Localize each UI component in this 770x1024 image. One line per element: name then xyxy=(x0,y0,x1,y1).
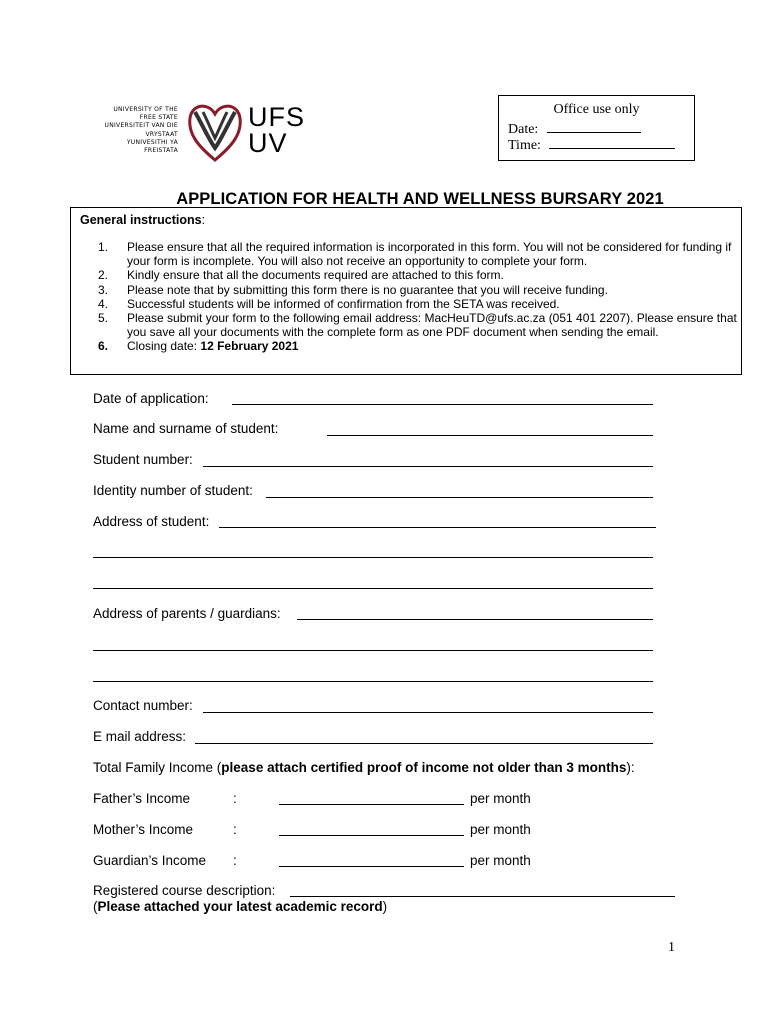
identity-number-field[interactable] xyxy=(266,497,653,498)
logo-text-line: FREISTATA xyxy=(144,147,178,155)
list-item-text: Successful students will be informed of confirmation from the SETA was received. xyxy=(127,296,560,311)
instructions-heading-text: General instructions xyxy=(80,213,202,227)
income-suffix: ): xyxy=(626,760,635,775)
logo-text-line: UNIVERSITEIT VAN DIE xyxy=(104,122,178,130)
list-item-closing-date xyxy=(98,339,738,353)
academic-record-note xyxy=(93,899,387,914)
address-parents-field[interactable] xyxy=(297,619,653,620)
list-item-number: 5. xyxy=(98,311,109,326)
student-number-field[interactable] xyxy=(203,466,653,467)
list-item xyxy=(98,240,738,268)
page-number: 1 xyxy=(668,940,675,955)
mother-income-field[interactable] xyxy=(279,835,464,836)
page-title: APPLICATION FOR HEALTH AND WELLNESS BURSARY 2021 xyxy=(176,190,664,208)
guardian-income-field[interactable] xyxy=(279,866,464,867)
mother-income-per-month: per month xyxy=(470,822,531,837)
office-date-label: Date: xyxy=(508,122,539,137)
contact-number-field[interactable] xyxy=(203,712,653,713)
father-income-per-month: per month xyxy=(470,791,531,806)
office-use-title: Office use only xyxy=(553,102,640,117)
closing-date-label: Closing date: xyxy=(127,339,198,354)
mother-income-label: Mother’s Income xyxy=(93,822,194,837)
address-parents-label: Address of parents / guardians: xyxy=(93,606,281,621)
list-item-number: 1. xyxy=(98,240,109,254)
record-note: Please attached your latest academic record xyxy=(97,899,383,914)
email-address-field[interactable] xyxy=(195,743,653,744)
list-item-text: Please ensure that all the required information is incorporated in this form. You will not be considered for funding if your form is incomplete. You will also not receive an opportunity to complete your form. xyxy=(127,240,732,269)
address-parents-field-line3[interactable] xyxy=(93,681,653,682)
list-item-text: Please submit your form to the following email address: MacHeuTD@ufs.ac.za (051 401 2207). Please ensure that you save all your documents with the complete form as one PDF document when sending the email. xyxy=(127,311,737,340)
list-item xyxy=(98,297,738,311)
address-parents-field-line2[interactable] xyxy=(93,650,653,651)
contact-number-label: Contact number: xyxy=(93,698,193,713)
list-item-text: Please note that by submitting this form there is no guarantee that you will receive funding. xyxy=(127,282,608,297)
instructions-list xyxy=(98,240,738,354)
course-description-label: Registered course description: xyxy=(93,883,276,898)
address-student-field[interactable] xyxy=(219,527,656,528)
logo-text xyxy=(82,106,178,155)
list-item-number: 2. xyxy=(98,268,109,283)
list-item-text: Kindly ensure that all the documents required are attached to this form. xyxy=(127,268,504,283)
list-item xyxy=(98,311,738,339)
record-prefix: ( xyxy=(93,899,98,914)
mother-income-colon: : xyxy=(233,822,237,837)
course-description-field[interactable] xyxy=(290,896,675,897)
list-item-number: 3. xyxy=(98,282,109,297)
list-item-number: 6. xyxy=(98,339,109,354)
logo-text-line: UNIVERSITY OF THE xyxy=(113,106,178,113)
student-number-label: Student number: xyxy=(93,452,193,467)
closing-date-value: 12 February 2021 xyxy=(200,339,299,354)
office-time-row xyxy=(508,136,675,154)
income-note: please attach certified proof of income not older than 3 months xyxy=(221,760,627,775)
record-suffix: ) xyxy=(382,899,388,914)
logo-text-line: FREE STATE xyxy=(139,114,178,122)
guardian-income-colon: : xyxy=(233,853,237,868)
father-income-label: Father’s Income xyxy=(93,791,191,806)
address-student-label: Address of student: xyxy=(93,514,210,529)
logo-text-line: YUNIVESITHI YA xyxy=(126,138,178,146)
list-item-number: 4. xyxy=(98,296,109,311)
list-item xyxy=(98,268,738,282)
guardian-income-per-month: per month xyxy=(470,853,531,868)
guardian-income-label: Guardian’s Income xyxy=(93,853,207,868)
date-of-application-field[interactable] xyxy=(232,404,653,405)
ufs-logo-icon xyxy=(186,98,244,164)
office-date-field[interactable] xyxy=(547,120,641,133)
logo-text-line: VRYSTAAT xyxy=(145,130,178,138)
office-use-box xyxy=(498,95,695,161)
logo-mark-line1: UFS xyxy=(248,102,305,132)
office-time-label: Time: xyxy=(508,138,541,153)
total-family-income-label xyxy=(93,760,635,775)
instructions-heading-colon: : xyxy=(201,213,206,227)
office-time-field[interactable] xyxy=(549,136,675,149)
address-student-field-line3[interactable] xyxy=(93,588,653,589)
father-income-colon: : xyxy=(233,791,237,806)
logo-mark xyxy=(248,104,305,156)
date-of-application-label: Date of application: xyxy=(93,391,209,406)
address-student-field-line2[interactable] xyxy=(93,557,653,558)
income-prefix: Total Family Income ( xyxy=(93,760,222,775)
logo-mark-line2: UV xyxy=(248,128,288,158)
instructions-heading xyxy=(80,213,205,227)
identity-number-label: Identity number of student: xyxy=(93,483,253,498)
father-income-field[interactable] xyxy=(279,804,464,805)
email-address-label: E mail address: xyxy=(93,729,187,744)
list-item xyxy=(98,283,738,297)
name-surname-label: Name and surname of student: xyxy=(93,421,279,436)
name-surname-field[interactable] xyxy=(327,435,653,436)
